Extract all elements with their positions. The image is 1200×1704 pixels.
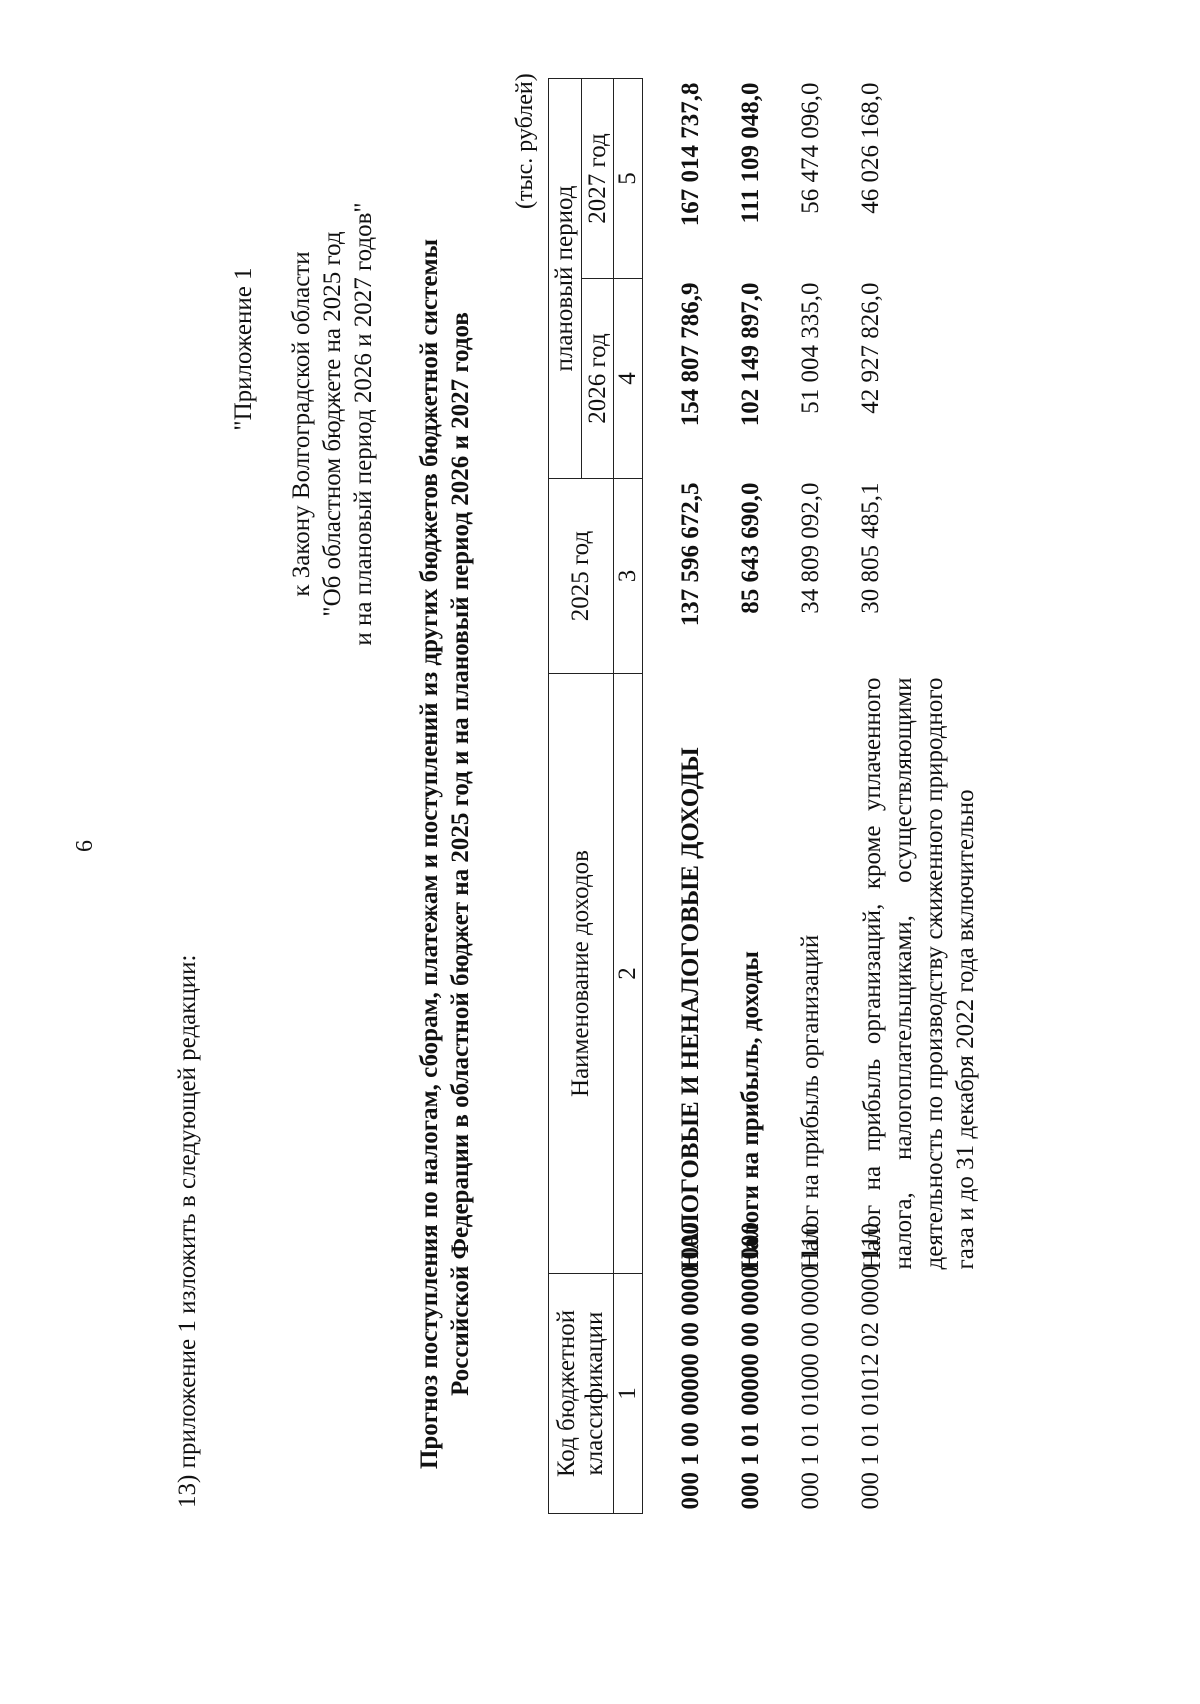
table-row <box>781 78 841 1513</box>
header-planned-period: плановый период <box>549 78 582 478</box>
row-value-2025: 30 805 485,1 <box>857 482 884 614</box>
row-value-2027: 46 026 168,0 <box>857 82 884 214</box>
row-code: 000 1 01 00000 00 0000 000 <box>737 1222 764 1510</box>
row-name: Налог на прибыль организаций <box>797 934 824 1270</box>
page-number: 6 <box>72 840 98 852</box>
appendix-line-3: "Об областном бюджете на 2025 год <box>319 231 346 617</box>
table-row <box>841 78 981 1513</box>
header-name: Наименование доходов <box>549 674 614 1274</box>
column-number-5: 5 <box>614 78 643 278</box>
row-value-2025: 137 596 672,5 <box>677 482 704 627</box>
document-title <box>414 74 476 1634</box>
row-name: Налог на прибыль организаций, кроме уплаченного налога, налогоплательщиками, осуществляющими деятельность по производству сжиженного природного газа и до 31 декабря 2022 года включительно <box>859 677 979 1270</box>
row-value-2026: 102 149 897,0 <box>737 282 764 427</box>
row-value-2026: 154 807 786,9 <box>677 282 704 427</box>
budget-table <box>548 78 981 1514</box>
row-code: 000 1 01 01012 02 0000 110 <box>857 1222 884 1510</box>
row-name: НАЛОГОВЫЕ И НЕНАЛОГОВЫЕ ДОХОДЫ <box>677 747 704 1270</box>
title-line-2: Российской Федерации в областной бюджет на 2025 год и на плановый период 2026 и 2027 годов <box>447 312 474 1396</box>
header-2027: 2027 год <box>582 78 614 278</box>
appendix-line-2: к Закону Волгоградской области <box>288 251 315 597</box>
intro-text: 13) приложение 1 изложить в следующей редакции: <box>174 954 201 1508</box>
row-code: 000 1 01 01000 00 0000 110 <box>797 1222 824 1510</box>
row-name: Налоги на прибыль, доходы <box>737 951 764 1270</box>
column-number-3: 3 <box>614 479 643 674</box>
table-row <box>721 78 781 1513</box>
header-2025: 2025 год <box>549 479 614 674</box>
row-value-2027: 56 474 096,0 <box>797 82 824 214</box>
table-row <box>661 78 721 1513</box>
row-value-2025: 34 809 092,0 <box>797 482 824 614</box>
row-value-2027: 167 014 737,8 <box>677 82 704 227</box>
row-value-2025: 85 643 690,0 <box>737 482 764 614</box>
header-2026: 2026 год <box>582 279 614 479</box>
row-value-2026: 51 004 335,0 <box>797 282 824 414</box>
row-value-2026: 42 927 826,0 <box>857 282 884 414</box>
appendix-line-1: "Приложение 1 <box>230 267 257 431</box>
appendix-line-4: и на плановый период 2026 и 2027 годов" <box>350 202 377 646</box>
column-number-4: 4 <box>614 279 643 479</box>
unit-label: (тыс. рублей) <box>512 73 538 209</box>
header-code: Код бюджетной классификации <box>549 1274 614 1514</box>
title-line-1: Прогноз поступления по налогам, сборам, платежам и поступлений из других бюджетов бюджетной системы <box>416 238 443 1470</box>
row-value-2027: 111 109 048,0 <box>737 82 764 224</box>
column-number-1: 1 <box>614 1274 643 1514</box>
row-code: 000 1 00 00000 00 0000 000 <box>677 1222 704 1510</box>
column-number-2: 2 <box>614 674 643 1274</box>
appendix-header <box>228 144 379 704</box>
